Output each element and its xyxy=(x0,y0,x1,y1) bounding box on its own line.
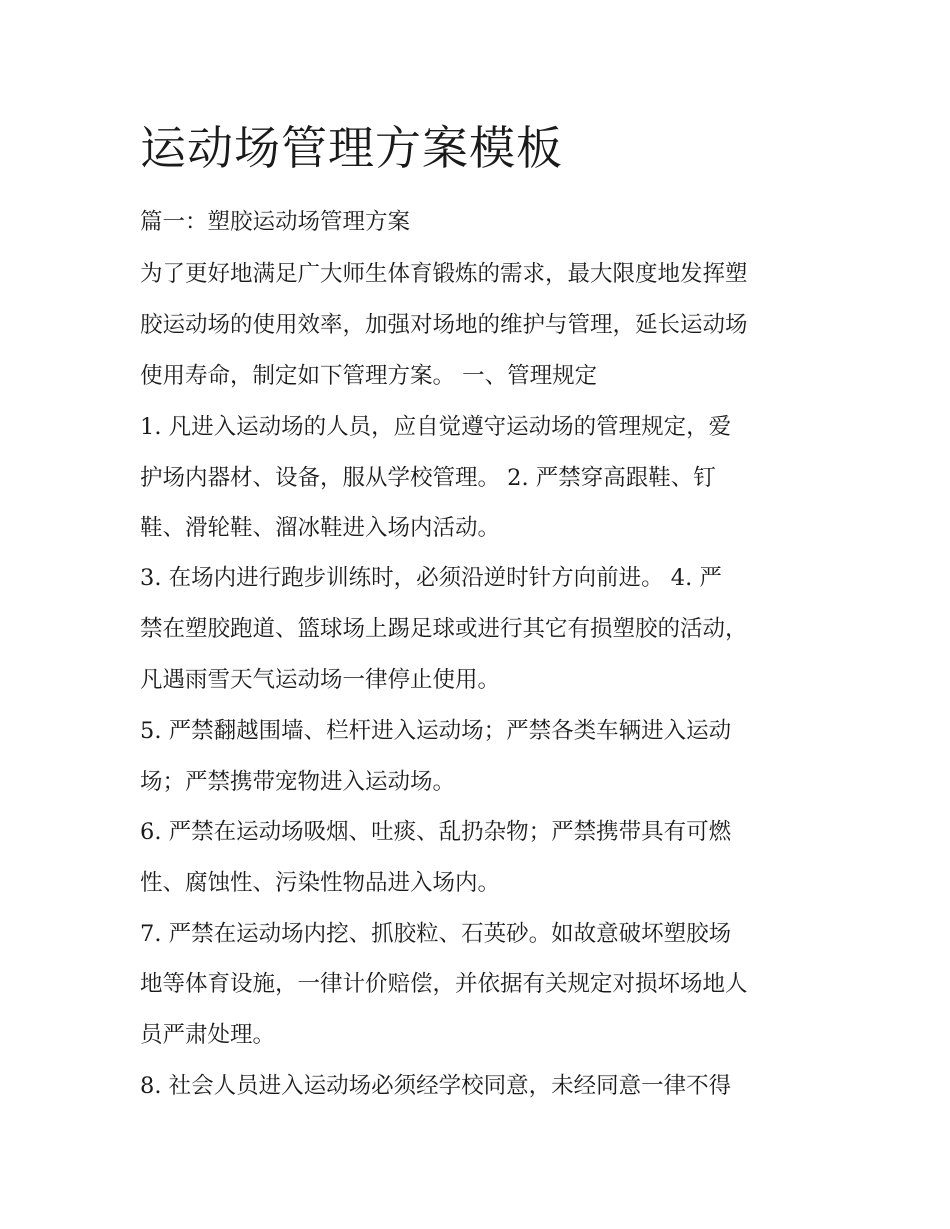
paragraph-line: 胶运动场的使用效率，加强对场地的维护与管理，延长运动场 xyxy=(140,312,748,338)
paragraph-line: 8. 社会人员进入运动场必须经学校同意，未经同意一律不得 xyxy=(140,1073,732,1099)
document-title: 运动场管理方案模板 xyxy=(140,121,563,175)
paragraph-line: 1. 凡进入运动场的人员，应自觉遵守运动场的管理规定，爱 xyxy=(140,414,732,440)
paragraph-line: 5. 严禁翻越围墙、栏杆进入运动场；严禁各类车辆进入运动 xyxy=(140,718,732,744)
paragraph-line: 3. 在场内进行跑步训练时，必须沿逆时针方向前进。 4. 严 xyxy=(140,565,722,591)
paragraph-line: 场；严禁携带宠物进入运动场。 xyxy=(140,769,456,795)
paragraph-line: 护场内器材、设备，服从学校管理。 2. 严禁穿高跟鞋、钉 xyxy=(140,465,716,491)
paragraph-line: 7. 严禁在运动场内挖、抓胶粒、石英砂。如故意破坏塑胶场 xyxy=(140,921,732,947)
paragraph-line: 使用寿命，制定如下管理方案。 一、管理规定 xyxy=(140,363,598,389)
paragraph-line: 6. 严禁在运动场吸烟、吐痰、乱扔杂物；严禁携带具有可燃 xyxy=(140,819,732,845)
paragraph-line: 禁在塑胶跑道、篮球场上踢足球或进行其它有损塑胶的活动， xyxy=(140,616,748,642)
paragraph-line: 为了更好地满足广大师生体育锻炼的需求，最大限度地发挥塑 xyxy=(140,261,748,287)
paragraph-line: 地等体育设施，一律计价赔偿，并依据有关规定对损坏场地人 xyxy=(140,971,748,997)
paragraph-line: 员严肃处理。 xyxy=(140,1022,276,1048)
paragraph-line: 性、腐蚀性、污染性物品进入场内。 xyxy=(140,870,501,896)
section-heading: 篇一：塑胶运动场管理方案 xyxy=(140,209,411,235)
paragraph-line: 鞋、滑轮鞋、溜冰鞋进入场内活动。 xyxy=(140,515,501,541)
paragraph-line: 凡遇雨雪天气运动场一律停止使用。 xyxy=(140,667,501,693)
